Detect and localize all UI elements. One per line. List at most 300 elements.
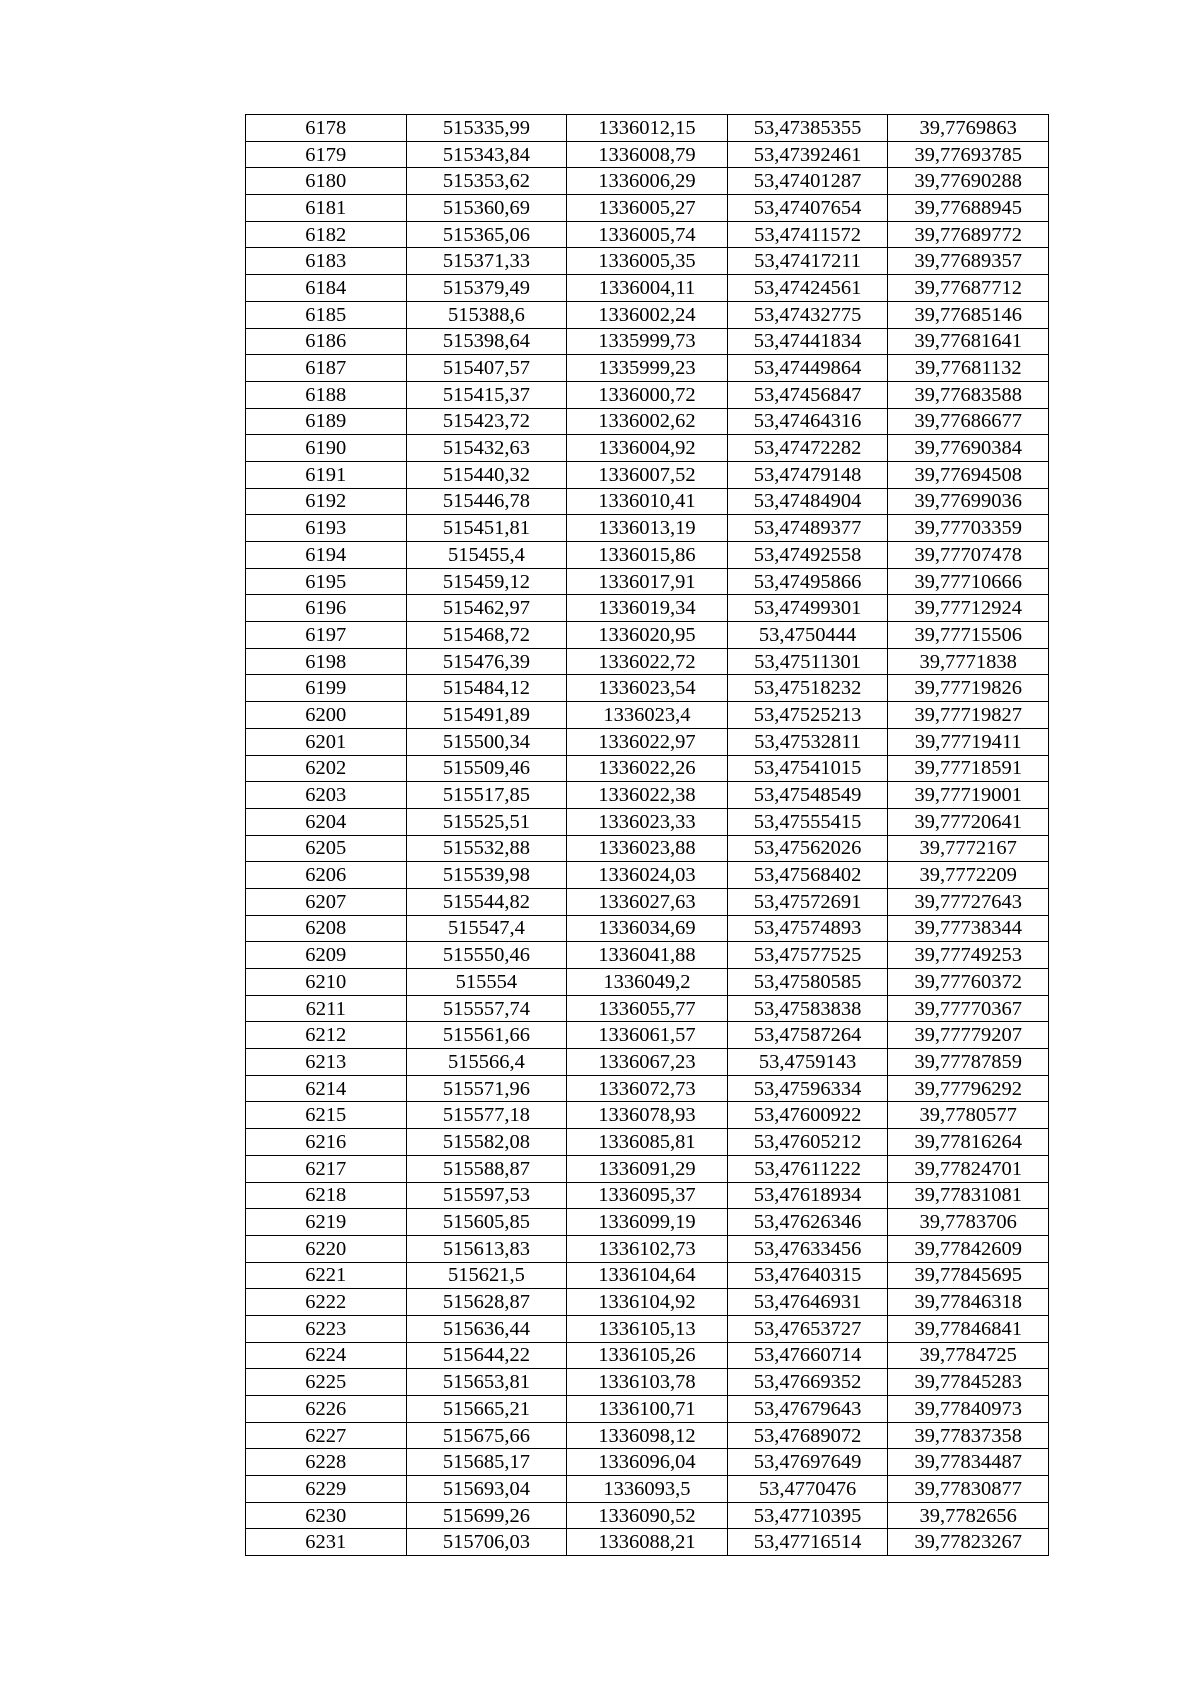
table-row bbox=[246, 275, 1049, 302]
latitude-cell: 53,47605212 bbox=[727, 1129, 888, 1156]
x-coordinate-cell: 515517,85 bbox=[406, 782, 567, 809]
table-row bbox=[246, 888, 1049, 915]
latitude-cell: 53,47441834 bbox=[727, 328, 888, 355]
point-number-cell: 6186 bbox=[246, 328, 407, 355]
table-row bbox=[246, 568, 1049, 595]
table-row bbox=[246, 1075, 1049, 1102]
x-coordinate-cell: 515597,53 bbox=[406, 1182, 567, 1209]
table-row bbox=[246, 702, 1049, 729]
longitude-cell: 39,7771838 bbox=[888, 648, 1049, 675]
x-coordinate-cell: 515653,81 bbox=[406, 1369, 567, 1396]
latitude-cell: 53,47479148 bbox=[727, 461, 888, 488]
y-coordinate-cell: 1336012,15 bbox=[567, 115, 728, 142]
y-coordinate-cell: 1336105,13 bbox=[567, 1315, 728, 1342]
table-row bbox=[246, 675, 1049, 702]
x-coordinate-cell: 515628,87 bbox=[406, 1289, 567, 1316]
longitude-cell: 39,77703359 bbox=[888, 515, 1049, 542]
table-row bbox=[246, 782, 1049, 809]
table-row bbox=[246, 1315, 1049, 1342]
y-coordinate-cell: 1336103,78 bbox=[567, 1369, 728, 1396]
latitude-cell: 53,47411572 bbox=[727, 221, 888, 248]
longitude-cell: 39,77738344 bbox=[888, 915, 1049, 942]
table-row bbox=[246, 542, 1049, 569]
table-row bbox=[246, 942, 1049, 969]
point-number-cell: 6216 bbox=[246, 1129, 407, 1156]
table-row bbox=[246, 355, 1049, 382]
table-row bbox=[246, 1342, 1049, 1369]
point-number-cell: 6184 bbox=[246, 275, 407, 302]
y-coordinate-cell: 1336095,37 bbox=[567, 1182, 728, 1209]
point-number-cell: 6191 bbox=[246, 461, 407, 488]
table-row bbox=[246, 1502, 1049, 1529]
table-row bbox=[246, 408, 1049, 435]
longitude-cell: 39,77787859 bbox=[888, 1049, 1049, 1076]
longitude-cell: 39,77842609 bbox=[888, 1235, 1049, 1262]
point-number-cell: 6213 bbox=[246, 1049, 407, 1076]
longitude-cell: 39,77760372 bbox=[888, 969, 1049, 996]
point-number-cell: 6204 bbox=[246, 808, 407, 835]
latitude-cell: 53,47456847 bbox=[727, 381, 888, 408]
x-coordinate-cell: 515699,26 bbox=[406, 1502, 567, 1529]
x-coordinate-cell: 515468,72 bbox=[406, 622, 567, 649]
y-coordinate-cell: 1336006,29 bbox=[567, 168, 728, 195]
x-coordinate-cell: 515500,34 bbox=[406, 728, 567, 755]
point-number-cell: 6221 bbox=[246, 1262, 407, 1289]
table-row bbox=[246, 969, 1049, 996]
x-coordinate-cell: 515398,64 bbox=[406, 328, 567, 355]
y-coordinate-cell: 1336005,35 bbox=[567, 248, 728, 275]
x-coordinate-cell: 515571,96 bbox=[406, 1075, 567, 1102]
latitude-cell: 53,47587264 bbox=[727, 1022, 888, 1049]
longitude-cell: 39,77694508 bbox=[888, 461, 1049, 488]
table-row bbox=[246, 141, 1049, 168]
table-row bbox=[246, 1155, 1049, 1182]
x-coordinate-cell: 515605,85 bbox=[406, 1209, 567, 1236]
longitude-cell: 39,77830877 bbox=[888, 1476, 1049, 1503]
table-row bbox=[246, 381, 1049, 408]
point-number-cell: 6229 bbox=[246, 1476, 407, 1503]
longitude-cell: 39,77824701 bbox=[888, 1155, 1049, 1182]
longitude-cell: 39,77683588 bbox=[888, 381, 1049, 408]
latitude-cell: 53,47580585 bbox=[727, 969, 888, 996]
point-number-cell: 6212 bbox=[246, 1022, 407, 1049]
latitude-cell: 53,47464316 bbox=[727, 408, 888, 435]
table-row bbox=[246, 1049, 1049, 1076]
table-row bbox=[246, 115, 1049, 142]
longitude-cell: 39,77845695 bbox=[888, 1262, 1049, 1289]
latitude-cell: 53,47626346 bbox=[727, 1209, 888, 1236]
point-number-cell: 6214 bbox=[246, 1075, 407, 1102]
point-number-cell: 6197 bbox=[246, 622, 407, 649]
latitude-cell: 53,47596334 bbox=[727, 1075, 888, 1102]
table-row bbox=[246, 1476, 1049, 1503]
point-number-cell: 6193 bbox=[246, 515, 407, 542]
point-number-cell: 6219 bbox=[246, 1209, 407, 1236]
y-coordinate-cell: 1336090,52 bbox=[567, 1502, 728, 1529]
y-coordinate-cell: 1336022,26 bbox=[567, 755, 728, 782]
y-coordinate-cell: 1336100,71 bbox=[567, 1396, 728, 1423]
longitude-cell: 39,77719826 bbox=[888, 675, 1049, 702]
longitude-cell: 39,77719411 bbox=[888, 728, 1049, 755]
point-number-cell: 6201 bbox=[246, 728, 407, 755]
table-row bbox=[246, 1529, 1049, 1556]
y-coordinate-cell: 1336041,88 bbox=[567, 942, 728, 969]
x-coordinate-cell: 515353,62 bbox=[406, 168, 567, 195]
table-row bbox=[246, 301, 1049, 328]
latitude-cell: 53,47417211 bbox=[727, 248, 888, 275]
table-row bbox=[246, 755, 1049, 782]
x-coordinate-cell: 515423,72 bbox=[406, 408, 567, 435]
y-coordinate-cell: 1336017,91 bbox=[567, 568, 728, 595]
longitude-cell: 39,77707478 bbox=[888, 542, 1049, 569]
latitude-cell: 53,47689072 bbox=[727, 1422, 888, 1449]
latitude-cell: 53,47577525 bbox=[727, 942, 888, 969]
latitude-cell: 53,47541015 bbox=[727, 755, 888, 782]
point-number-cell: 6190 bbox=[246, 435, 407, 462]
latitude-cell: 53,47555415 bbox=[727, 808, 888, 835]
point-number-cell: 6225 bbox=[246, 1369, 407, 1396]
x-coordinate-cell: 515484,12 bbox=[406, 675, 567, 702]
x-coordinate-cell: 515371,33 bbox=[406, 248, 567, 275]
point-number-cell: 6187 bbox=[246, 355, 407, 382]
longitude-cell: 39,7782656 bbox=[888, 1502, 1049, 1529]
table-row bbox=[246, 488, 1049, 515]
longitude-cell: 39,77749253 bbox=[888, 942, 1049, 969]
y-coordinate-cell: 1336002,62 bbox=[567, 408, 728, 435]
point-number-cell: 6202 bbox=[246, 755, 407, 782]
longitude-cell: 39,77823267 bbox=[888, 1529, 1049, 1556]
latitude-cell: 53,47532811 bbox=[727, 728, 888, 755]
longitude-cell: 39,77685146 bbox=[888, 301, 1049, 328]
longitude-cell: 39,77840973 bbox=[888, 1396, 1049, 1423]
point-number-cell: 6178 bbox=[246, 115, 407, 142]
table-row bbox=[246, 808, 1049, 835]
longitude-cell: 39,77699036 bbox=[888, 488, 1049, 515]
y-coordinate-cell: 1336078,93 bbox=[567, 1102, 728, 1129]
x-coordinate-cell: 515525,51 bbox=[406, 808, 567, 835]
point-number-cell: 6200 bbox=[246, 702, 407, 729]
table-row bbox=[246, 168, 1049, 195]
latitude-cell: 53,47401287 bbox=[727, 168, 888, 195]
point-number-cell: 6231 bbox=[246, 1529, 407, 1556]
latitude-cell: 53,47568402 bbox=[727, 862, 888, 889]
table-row bbox=[246, 195, 1049, 222]
y-coordinate-cell: 1336013,19 bbox=[567, 515, 728, 542]
table-row bbox=[246, 1102, 1049, 1129]
point-number-cell: 6206 bbox=[246, 862, 407, 889]
latitude-cell: 53,47660714 bbox=[727, 1342, 888, 1369]
longitude-cell: 39,77727643 bbox=[888, 888, 1049, 915]
table-row bbox=[246, 835, 1049, 862]
y-coordinate-cell: 1336007,52 bbox=[567, 461, 728, 488]
y-coordinate-cell: 1336104,92 bbox=[567, 1289, 728, 1316]
y-coordinate-cell: 1336099,19 bbox=[567, 1209, 728, 1236]
point-number-cell: 6179 bbox=[246, 141, 407, 168]
table-row bbox=[246, 622, 1049, 649]
y-coordinate-cell: 1335999,73 bbox=[567, 328, 728, 355]
latitude-cell: 53,47716514 bbox=[727, 1529, 888, 1556]
y-coordinate-cell: 1336055,77 bbox=[567, 995, 728, 1022]
point-number-cell: 6227 bbox=[246, 1422, 407, 1449]
x-coordinate-cell: 515440,32 bbox=[406, 461, 567, 488]
latitude-cell: 53,47449864 bbox=[727, 355, 888, 382]
latitude-cell: 53,47518232 bbox=[727, 675, 888, 702]
point-number-cell: 6210 bbox=[246, 969, 407, 996]
longitude-cell: 39,77689357 bbox=[888, 248, 1049, 275]
latitude-cell: 53,47611222 bbox=[727, 1155, 888, 1182]
latitude-cell: 53,47385355 bbox=[727, 115, 888, 142]
y-coordinate-cell: 1336049,2 bbox=[567, 969, 728, 996]
y-coordinate-cell: 1336022,97 bbox=[567, 728, 728, 755]
point-number-cell: 6207 bbox=[246, 888, 407, 915]
y-coordinate-cell: 1336034,69 bbox=[567, 915, 728, 942]
table-row bbox=[246, 248, 1049, 275]
x-coordinate-cell: 515566,4 bbox=[406, 1049, 567, 1076]
point-number-cell: 6224 bbox=[246, 1342, 407, 1369]
table-row bbox=[246, 1129, 1049, 1156]
latitude-cell: 53,47499301 bbox=[727, 595, 888, 622]
longitude-cell: 39,77681641 bbox=[888, 328, 1049, 355]
y-coordinate-cell: 1336088,21 bbox=[567, 1529, 728, 1556]
longitude-cell: 39,77816264 bbox=[888, 1129, 1049, 1156]
point-number-cell: 6185 bbox=[246, 301, 407, 328]
point-number-cell: 6189 bbox=[246, 408, 407, 435]
y-coordinate-cell: 1336010,41 bbox=[567, 488, 728, 515]
latitude-cell: 53,47653727 bbox=[727, 1315, 888, 1342]
x-coordinate-cell: 515636,44 bbox=[406, 1315, 567, 1342]
x-coordinate-cell: 515432,63 bbox=[406, 435, 567, 462]
table-row bbox=[246, 1369, 1049, 1396]
point-number-cell: 6209 bbox=[246, 942, 407, 969]
x-coordinate-cell: 515455,4 bbox=[406, 542, 567, 569]
y-coordinate-cell: 1335999,23 bbox=[567, 355, 728, 382]
longitude-cell: 39,77687712 bbox=[888, 275, 1049, 302]
x-coordinate-cell: 515561,66 bbox=[406, 1022, 567, 1049]
table-row bbox=[246, 1235, 1049, 1262]
y-coordinate-cell: 1336091,29 bbox=[567, 1155, 728, 1182]
longitude-cell: 39,77837358 bbox=[888, 1422, 1049, 1449]
x-coordinate-cell: 515706,03 bbox=[406, 1529, 567, 1556]
latitude-cell: 53,47548549 bbox=[727, 782, 888, 809]
longitude-cell: 39,77718591 bbox=[888, 755, 1049, 782]
y-coordinate-cell: 1336015,86 bbox=[567, 542, 728, 569]
y-coordinate-cell: 1336019,34 bbox=[567, 595, 728, 622]
coordinates-table bbox=[245, 114, 1049, 1556]
longitude-cell: 39,7783706 bbox=[888, 1209, 1049, 1236]
x-coordinate-cell: 515544,82 bbox=[406, 888, 567, 915]
x-coordinate-cell: 515415,37 bbox=[406, 381, 567, 408]
x-coordinate-cell: 515685,17 bbox=[406, 1449, 567, 1476]
longitude-cell: 39,77770367 bbox=[888, 995, 1049, 1022]
table-row bbox=[246, 648, 1049, 675]
point-number-cell: 6223 bbox=[246, 1315, 407, 1342]
latitude-cell: 53,4759143 bbox=[727, 1049, 888, 1076]
y-coordinate-cell: 1336023,88 bbox=[567, 835, 728, 862]
x-coordinate-cell: 515532,88 bbox=[406, 835, 567, 862]
latitude-cell: 53,47640315 bbox=[727, 1262, 888, 1289]
y-coordinate-cell: 1336000,72 bbox=[567, 381, 728, 408]
longitude-cell: 39,77796292 bbox=[888, 1075, 1049, 1102]
point-number-cell: 6226 bbox=[246, 1396, 407, 1423]
longitude-cell: 39,77690384 bbox=[888, 435, 1049, 462]
longitude-cell: 39,77681132 bbox=[888, 355, 1049, 382]
latitude-cell: 53,47495866 bbox=[727, 568, 888, 595]
y-coordinate-cell: 1336105,26 bbox=[567, 1342, 728, 1369]
x-coordinate-cell: 515509,46 bbox=[406, 755, 567, 782]
x-coordinate-cell: 515462,97 bbox=[406, 595, 567, 622]
y-coordinate-cell: 1336023,4 bbox=[567, 702, 728, 729]
table-row bbox=[246, 328, 1049, 355]
point-number-cell: 6188 bbox=[246, 381, 407, 408]
x-coordinate-cell: 515582,08 bbox=[406, 1129, 567, 1156]
y-coordinate-cell: 1336008,79 bbox=[567, 141, 728, 168]
latitude-cell: 53,47646931 bbox=[727, 1289, 888, 1316]
latitude-cell: 53,47424561 bbox=[727, 275, 888, 302]
table-row bbox=[246, 515, 1049, 542]
y-coordinate-cell: 1336096,04 bbox=[567, 1449, 728, 1476]
longitude-cell: 39,77693785 bbox=[888, 141, 1049, 168]
longitude-cell: 39,77845283 bbox=[888, 1369, 1049, 1396]
longitude-cell: 39,77689772 bbox=[888, 221, 1049, 248]
longitude-cell: 39,77715506 bbox=[888, 622, 1049, 649]
longitude-cell: 39,77690288 bbox=[888, 168, 1049, 195]
x-coordinate-cell: 515675,66 bbox=[406, 1422, 567, 1449]
table-row bbox=[246, 1182, 1049, 1209]
point-number-cell: 6181 bbox=[246, 195, 407, 222]
latitude-cell: 53,47492558 bbox=[727, 542, 888, 569]
table-row bbox=[246, 995, 1049, 1022]
point-number-cell: 6196 bbox=[246, 595, 407, 622]
longitude-cell: 39,7772167 bbox=[888, 835, 1049, 862]
latitude-cell: 53,47697649 bbox=[727, 1449, 888, 1476]
longitude-cell: 39,7772209 bbox=[888, 862, 1049, 889]
latitude-cell: 53,47432775 bbox=[727, 301, 888, 328]
point-number-cell: 6217 bbox=[246, 1155, 407, 1182]
point-number-cell: 6180 bbox=[246, 168, 407, 195]
point-number-cell: 6205 bbox=[246, 835, 407, 862]
point-number-cell: 6183 bbox=[246, 248, 407, 275]
y-coordinate-cell: 1336004,92 bbox=[567, 435, 728, 462]
x-coordinate-cell: 515335,99 bbox=[406, 115, 567, 142]
longitude-cell: 39,77779207 bbox=[888, 1022, 1049, 1049]
y-coordinate-cell: 1336022,72 bbox=[567, 648, 728, 675]
latitude-cell: 53,47710395 bbox=[727, 1502, 888, 1529]
latitude-cell: 53,47574893 bbox=[727, 915, 888, 942]
point-number-cell: 6218 bbox=[246, 1182, 407, 1209]
latitude-cell: 53,47489377 bbox=[727, 515, 888, 542]
latitude-cell: 53,47583838 bbox=[727, 995, 888, 1022]
point-number-cell: 6215 bbox=[246, 1102, 407, 1129]
latitude-cell: 53,47600922 bbox=[727, 1102, 888, 1129]
x-coordinate-cell: 515379,49 bbox=[406, 275, 567, 302]
latitude-cell: 53,47679643 bbox=[727, 1396, 888, 1423]
latitude-cell: 53,47562026 bbox=[727, 835, 888, 862]
longitude-cell: 39,77686677 bbox=[888, 408, 1049, 435]
y-coordinate-cell: 1336027,63 bbox=[567, 888, 728, 915]
latitude-cell: 53,47669352 bbox=[727, 1369, 888, 1396]
table-row bbox=[246, 461, 1049, 488]
y-coordinate-cell: 1336098,12 bbox=[567, 1422, 728, 1449]
latitude-cell: 53,4770476 bbox=[727, 1476, 888, 1503]
table-row bbox=[246, 728, 1049, 755]
latitude-cell: 53,47525213 bbox=[727, 702, 888, 729]
x-coordinate-cell: 515547,4 bbox=[406, 915, 567, 942]
latitude-cell: 53,47511301 bbox=[727, 648, 888, 675]
x-coordinate-cell: 515459,12 bbox=[406, 568, 567, 595]
point-number-cell: 6203 bbox=[246, 782, 407, 809]
y-coordinate-cell: 1336023,54 bbox=[567, 675, 728, 702]
table-row bbox=[246, 1022, 1049, 1049]
y-coordinate-cell: 1336002,24 bbox=[567, 301, 728, 328]
x-coordinate-cell: 515407,57 bbox=[406, 355, 567, 382]
table-row bbox=[246, 1289, 1049, 1316]
longitude-cell: 39,77712924 bbox=[888, 595, 1049, 622]
y-coordinate-cell: 1336005,74 bbox=[567, 221, 728, 248]
point-number-cell: 6199 bbox=[246, 675, 407, 702]
latitude-cell: 53,47392461 bbox=[727, 141, 888, 168]
point-number-cell: 6182 bbox=[246, 221, 407, 248]
y-coordinate-cell: 1336004,11 bbox=[567, 275, 728, 302]
latitude-cell: 53,47572691 bbox=[727, 888, 888, 915]
longitude-cell: 39,7780577 bbox=[888, 1102, 1049, 1129]
y-coordinate-cell: 1336093,5 bbox=[567, 1476, 728, 1503]
table-row bbox=[246, 915, 1049, 942]
point-number-cell: 6194 bbox=[246, 542, 407, 569]
table-row bbox=[246, 435, 1049, 462]
x-coordinate-cell: 515665,21 bbox=[406, 1396, 567, 1423]
table-row bbox=[246, 1422, 1049, 1449]
longitude-cell: 39,77846841 bbox=[888, 1315, 1049, 1342]
point-number-cell: 6228 bbox=[246, 1449, 407, 1476]
latitude-cell: 53,47472282 bbox=[727, 435, 888, 462]
point-number-cell: 6211 bbox=[246, 995, 407, 1022]
table-row bbox=[246, 1449, 1049, 1476]
x-coordinate-cell: 515554 bbox=[406, 969, 567, 996]
x-coordinate-cell: 515365,06 bbox=[406, 221, 567, 248]
point-number-cell: 6198 bbox=[246, 648, 407, 675]
longitude-cell: 39,77719001 bbox=[888, 782, 1049, 809]
y-coordinate-cell: 1336104,64 bbox=[567, 1262, 728, 1289]
longitude-cell: 39,77710666 bbox=[888, 568, 1049, 595]
coordinates-table-body bbox=[246, 115, 1049, 1556]
table-row bbox=[246, 1262, 1049, 1289]
longitude-cell: 39,7769863 bbox=[888, 115, 1049, 142]
longitude-cell: 39,77720641 bbox=[888, 808, 1049, 835]
table-row bbox=[246, 221, 1049, 248]
point-number-cell: 6192 bbox=[246, 488, 407, 515]
table-row bbox=[246, 1396, 1049, 1423]
y-coordinate-cell: 1336022,38 bbox=[567, 782, 728, 809]
longitude-cell: 39,77719827 bbox=[888, 702, 1049, 729]
x-coordinate-cell: 515343,84 bbox=[406, 141, 567, 168]
x-coordinate-cell: 515588,87 bbox=[406, 1155, 567, 1182]
latitude-cell: 53,4750444 bbox=[727, 622, 888, 649]
x-coordinate-cell: 515360,69 bbox=[406, 195, 567, 222]
point-number-cell: 6195 bbox=[246, 568, 407, 595]
longitude-cell: 39,77834487 bbox=[888, 1449, 1049, 1476]
longitude-cell: 39,7784725 bbox=[888, 1342, 1049, 1369]
x-coordinate-cell: 515446,78 bbox=[406, 488, 567, 515]
longitude-cell: 39,77846318 bbox=[888, 1289, 1049, 1316]
latitude-cell: 53,47407654 bbox=[727, 195, 888, 222]
x-coordinate-cell: 515557,74 bbox=[406, 995, 567, 1022]
x-coordinate-cell: 515621,5 bbox=[406, 1262, 567, 1289]
y-coordinate-cell: 1336085,81 bbox=[567, 1129, 728, 1156]
x-coordinate-cell: 515577,18 bbox=[406, 1102, 567, 1129]
latitude-cell: 53,47618934 bbox=[727, 1182, 888, 1209]
latitude-cell: 53,47484904 bbox=[727, 488, 888, 515]
x-coordinate-cell: 515693,04 bbox=[406, 1476, 567, 1503]
